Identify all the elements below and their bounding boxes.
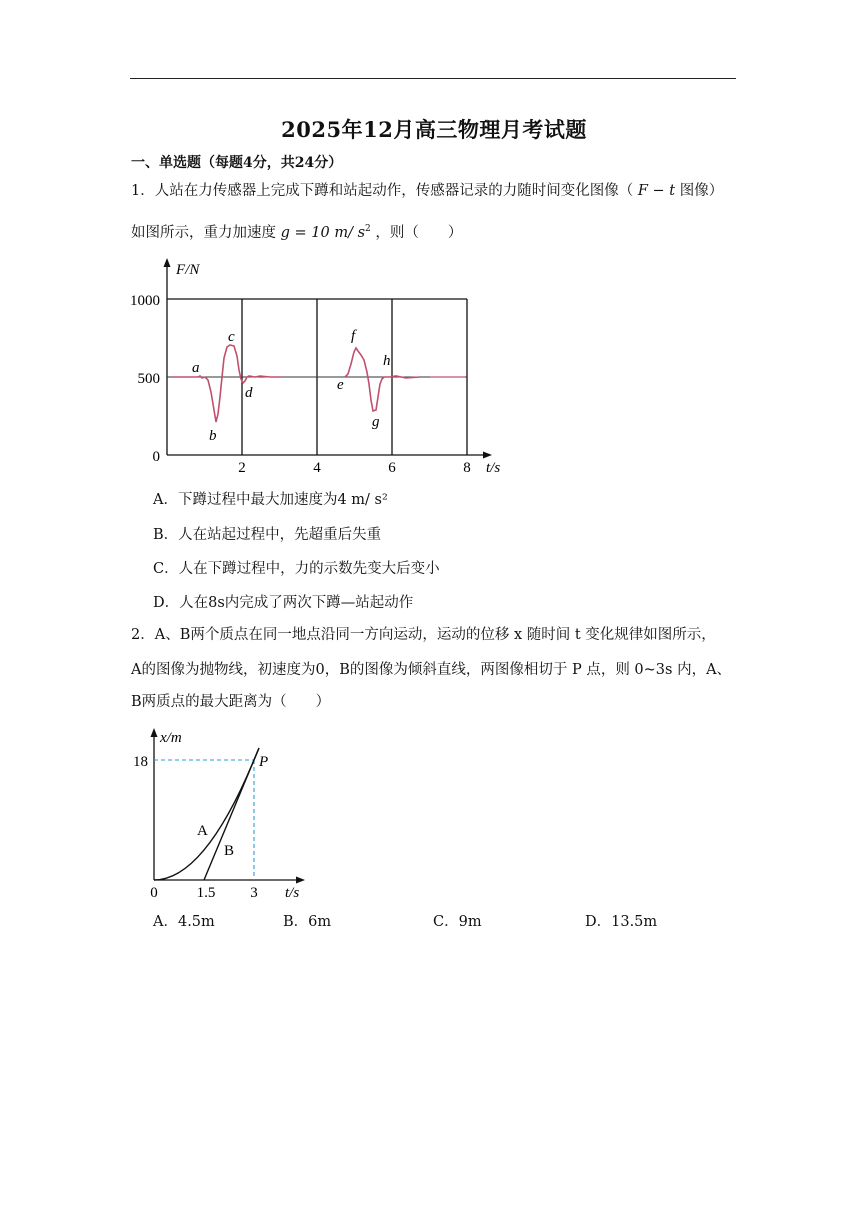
y-axis-label: x/m bbox=[160, 730, 182, 746]
curve-label-b: B bbox=[224, 843, 235, 859]
q1-stem-line2 bbox=[131, 219, 462, 243]
q2-option-b[interactable]: B．6m bbox=[283, 914, 332, 930]
q1-stem2-math: g = 10 m/ s bbox=[280, 224, 366, 241]
point-label-g: g bbox=[372, 414, 380, 430]
force-time-figure bbox=[120, 252, 510, 477]
q2-option-c[interactable]: C．9m bbox=[433, 914, 482, 930]
q1-stem2-sup: 2 bbox=[365, 224, 371, 234]
point-label-a: a bbox=[192, 360, 200, 376]
point-label-d: d bbox=[245, 385, 253, 401]
q1-stem2-end: ，则（ ） bbox=[375, 224, 463, 241]
x-axis-label: t/s bbox=[486, 460, 501, 476]
x-axis-arrow bbox=[483, 452, 492, 459]
y-tick-1000: 1000 bbox=[130, 293, 160, 309]
force-curve-squat bbox=[172, 345, 282, 422]
q2-stem-line3: B两质点的最大距离为（ ） bbox=[131, 694, 331, 710]
x-axis-label: t/s bbox=[285, 885, 300, 900]
y-tick-18: 18 bbox=[133, 754, 148, 770]
y-tick-0: 0 bbox=[152, 449, 160, 465]
point-label-f: f bbox=[351, 328, 356, 344]
point-label-e: e bbox=[337, 377, 344, 393]
q2-option-d[interactable]: D．13.5m bbox=[585, 914, 658, 930]
position-time-figure bbox=[120, 720, 320, 900]
q1-stem2-text: 如图所示，重力加速度 bbox=[131, 224, 276, 241]
line-b bbox=[204, 748, 259, 880]
header-rule bbox=[130, 78, 736, 79]
q1-option-a[interactable]: A．下蹲过程中最大加速度为4 m/ s² bbox=[153, 492, 388, 508]
q1-stem-text: 1．人站在力传感器上完成下蹲和站起动作，传感器记录的力随时间变化图像（ bbox=[131, 183, 634, 199]
x-tick-0: 0 bbox=[150, 885, 158, 900]
x-tick-8: 8 bbox=[463, 460, 471, 476]
x-tick-4: 4 bbox=[313, 460, 321, 476]
q1-stem-end: 图像） bbox=[679, 183, 724, 199]
point-label-h: h bbox=[383, 353, 391, 369]
q2-stem-line1: 2．A、B两个质点在同一地点沿同一方向运动，运动的位移 x 随时间 t 变化规律如图所示， bbox=[131, 627, 716, 643]
q1-option-c[interactable]: C．人在下蹲过程中，力的示数先变大后变小 bbox=[153, 561, 440, 577]
page-title: 2025年12月高三物理月考试题 bbox=[281, 117, 587, 142]
q1-stem-line1 bbox=[131, 181, 723, 201]
curve-a bbox=[154, 748, 259, 880]
point-label-p: P bbox=[259, 754, 269, 770]
point-label-b: b bbox=[209, 428, 217, 444]
x-axis-arrow bbox=[296, 877, 305, 884]
q2-stem-line2: A的图像为抛物线，初速度为0，B的图像为倾斜直线，两图像相切于 P 点，则 0~3s 内，A、 bbox=[131, 662, 732, 678]
curve-label-a: A bbox=[197, 823, 208, 839]
y-axis-label: F/N bbox=[176, 262, 200, 278]
x-tick-1-5: 1.5 bbox=[196, 885, 216, 900]
x-tick-2: 2 bbox=[238, 460, 246, 476]
point-label-c: c bbox=[228, 329, 235, 345]
q1-option-b[interactable]: B．人在站起过程中，先超重后失重 bbox=[153, 527, 382, 543]
q2-option-a[interactable]: A．4.5m bbox=[153, 914, 215, 930]
section-header: 一、单选题（每题4分，共24分） bbox=[131, 155, 343, 171]
q1-stem-math: F − t bbox=[637, 183, 676, 199]
y-axis-arrow bbox=[164, 258, 171, 267]
q1-option-d[interactable]: D．人在8s内完成了两次下蹲—站起动作 bbox=[153, 595, 414, 611]
y-axis-arrow bbox=[151, 728, 158, 737]
y-tick-500: 500 bbox=[137, 371, 160, 387]
x-tick-6: 6 bbox=[388, 460, 396, 476]
x-tick-3: 3 bbox=[250, 885, 258, 900]
